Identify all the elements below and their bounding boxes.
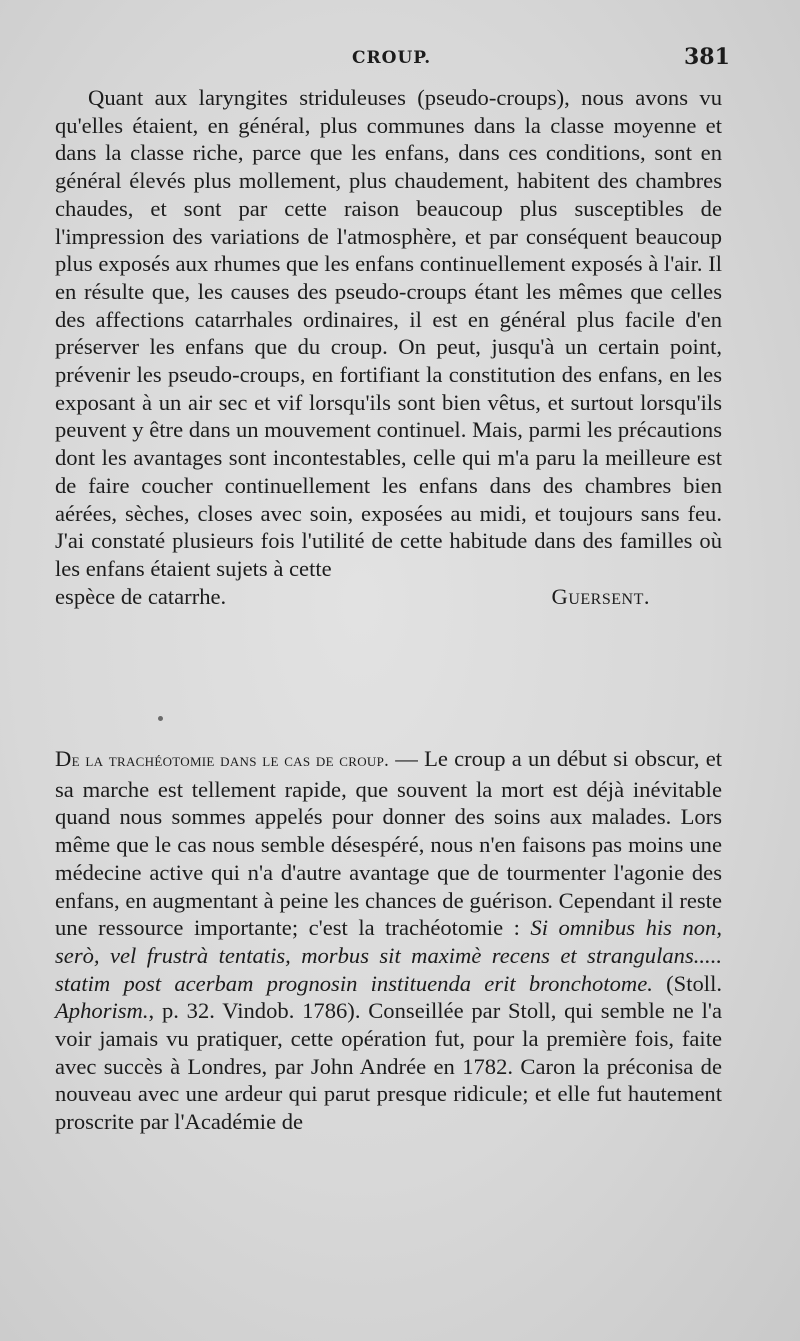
citation-open: (Stoll. [652, 970, 722, 996]
citation-title: Aphorism. [55, 998, 149, 1024]
paragraph-pseudo-croups [55, 84, 722, 610]
latin-quotation: Si omnibus his non, serò, vel frustrà tentatis, morbus sit maximè recens et strangulans..... statim post acerbam prognosin instituenda erit bronchotome. [55, 915, 723, 996]
ink-blot [158, 716, 163, 721]
running-head [0, 44, 800, 74]
section-heading [55, 746, 390, 771]
running-title: CROUP. [352, 48, 432, 68]
paragraph-text-continued: , p. 32. Vindob. 1786). Conseillée par Stoll, qui semble ne l'a voir jamais vu pratiquer, cette opération fut, pour la première fois, faite avec succès à Londres, par John Andrée en 1782. Caron la préconisa de nouveau avec une ardeur qui parut presque ridicule; et elle fut hautement proscrite par l'Académie de [55, 998, 722, 1135]
section-heading-rest: e la trachéotomie dans le cas de croup. [71, 751, 390, 771]
page-number: 381 [684, 44, 730, 70]
section-heading-initial: D [55, 746, 72, 771]
paragraph-text: Quant aux laryngites striduleuses (pseudo-croups), nous avons vu qu'elles étaient, en général, plus communes dans la classe moyenne et dans la classe riche, parce que les enfans, dans ces conditions, sont en général élevés plus mollement, plus chaudement, habitent des chambres chaudes, et sont par cette raison beaucoup plus susceptibles de l'impression des variations de l'atmosphère, et par conséquent beaucoup plus exposés aux rhumes que les enfans continuellement exposés à l'air. Il en résulte que, les causes des pseudo-croups étant les mêmes que celles des affections catarrhales ordinaires, il est en général plus facile d'en préserver les enfans que du croup. On peut, jusqu'à un certain point, prévenir les pseudo-croups, en fortifiant la constitution des enfans, en les exposant à un air sec et vif lorsqu'ils sont bien vêtus, et surtout lorsqu'ils peuvent y être dans un mouvement continuel. Mais, parmi les précautions dont les avantages sont incontestables, celle qui m'a paru la meilleure est de faire coucher continuellement les enfans dans des chambres bien aérées, sèches, closes avec soin, exposées au midi, et toujours sans feu. J'ai constaté plusieurs fois l'utilité de cette habitude dans des familles où les enfans étaient sujets à cette [55, 85, 722, 581]
signature-line [55, 583, 722, 611]
paragraph-last-line: espèce de catarrhe. [55, 583, 227, 609]
author-signature: Guersent. [551, 583, 650, 609]
paragraph-text: Le croup a un début si obscur, et sa marche est tellement rapide, que souvent la mort est déjà inévitable quand nous sommes appelés pour donner des soins aux malades. Lors même que le cas nous semble désespéré, nous n'en faisons pas moins une médecine active qui n'a d'autre avantage que de tourmenter l'agonie des enfans, en augmentant à peine les chances de guérison. Cependant il reste une ressource importante; c'est la trachéotomie : [55, 746, 723, 941]
paragraph-tracheotomie [55, 745, 722, 1136]
heading-dash: — [389, 746, 425, 771]
